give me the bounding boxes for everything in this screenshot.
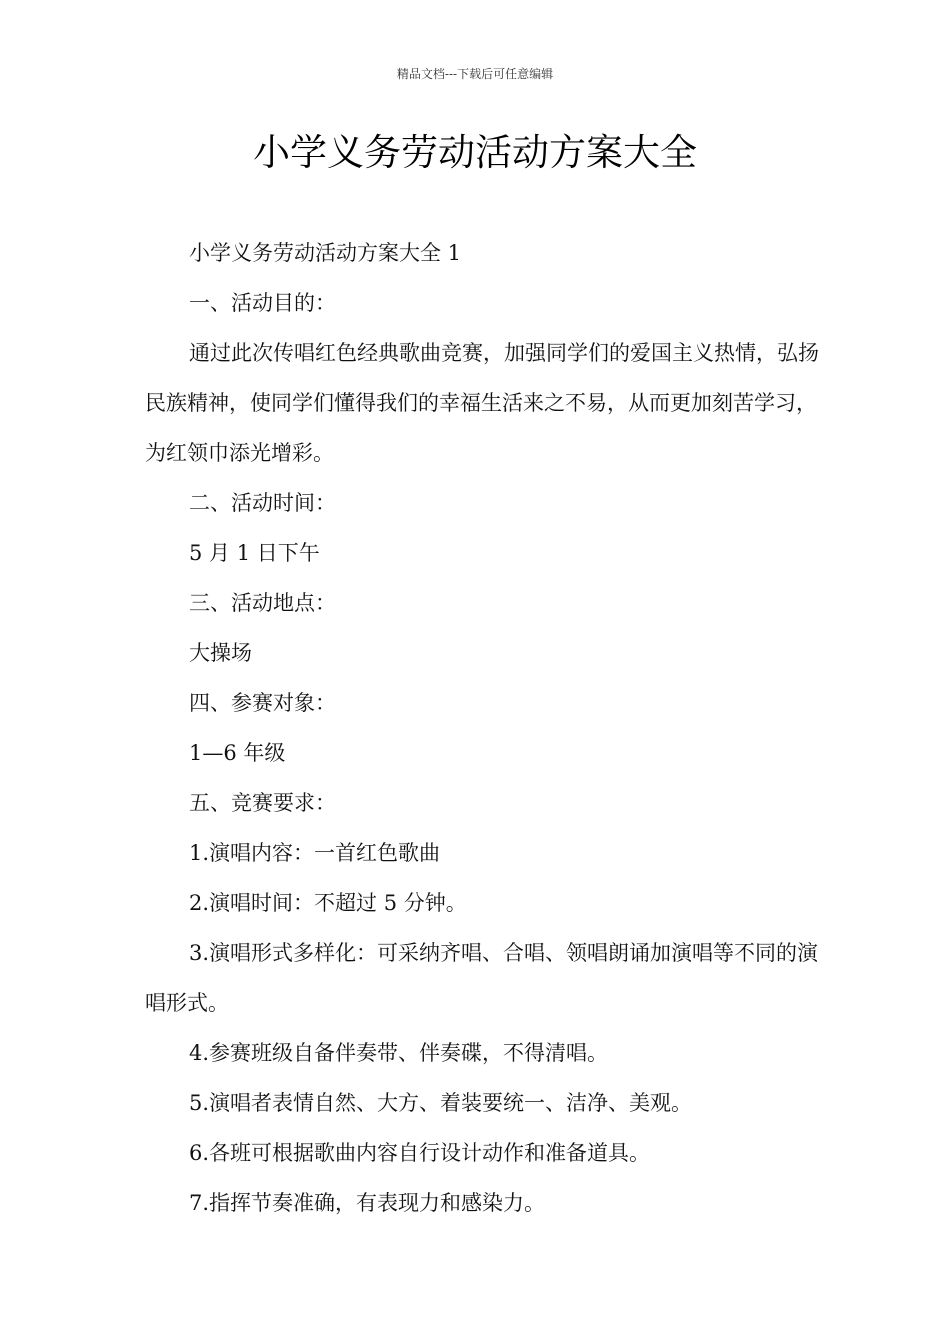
paragraph-subtitle: 小学义务劳动活动方案大全 1 bbox=[189, 241, 462, 265]
section-heading-time: 二、活动时间： bbox=[189, 491, 336, 515]
section-heading-participants: 四、参赛对象： bbox=[189, 691, 336, 715]
paragraph-location: 大操场 bbox=[189, 641, 252, 665]
requirement-item: 3.演唱形式多样化：可采纳齐唱、合唱、领唱朗诵加演唱等不同的演唱形式。 bbox=[145, 941, 819, 1015]
paragraph-time: 5 月 1 日下午 bbox=[189, 541, 320, 565]
requirement-item: 5.演唱者表情自然、大方、着装要统一、洁净、美观。 bbox=[189, 1091, 693, 1115]
requirement-item: 6.各班可根据歌曲内容自行设计动作和准备道具。 bbox=[189, 1141, 651, 1165]
section-heading-location: 三、活动地点： bbox=[189, 591, 336, 615]
requirement-item: 1.演唱内容：一首红色歌曲 bbox=[189, 841, 441, 865]
document-body bbox=[145, 228, 835, 1228]
section-heading-requirements: 五、竞赛要求： bbox=[189, 791, 336, 815]
requirement-item: 2.演唱时间：不超过 5 分钟。 bbox=[189, 891, 467, 915]
document-title: 小学义务劳动活动方案大全 bbox=[253, 131, 697, 174]
section-heading-purpose: 一、活动目的： bbox=[189, 291, 336, 315]
paragraph-participants: 1—6 年级 bbox=[189, 741, 286, 765]
paragraph-purpose: 通过此次传唱红色经典歌曲竞赛，加强同学们的爱国主义热情，弘扬民族精神，使同学们懂得我们的幸福生活来之不易，从而更加刻苦学习，为红领巾添光增彩。 bbox=[145, 341, 819, 465]
requirement-item: 7.指挥节奏准确，有表现力和感染力。 bbox=[189, 1191, 546, 1215]
requirement-item: 4.参赛班级自备伴奏带、伴奏碟，不得清唱。 bbox=[189, 1041, 609, 1065]
page-header: 精品文档---下载后可任意编辑 bbox=[396, 67, 554, 81]
